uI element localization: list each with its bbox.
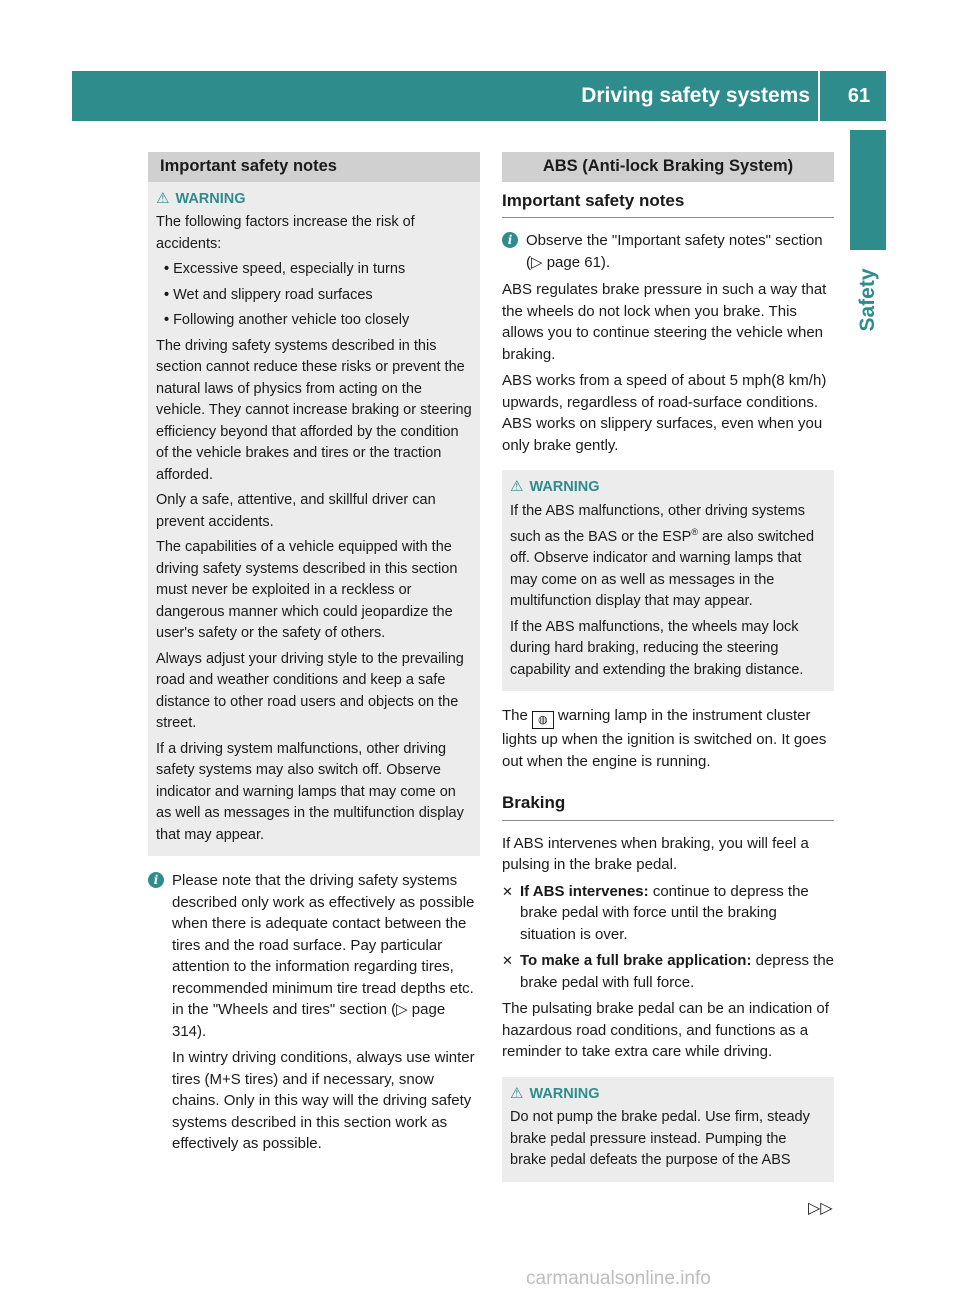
warning-label: WARNING <box>175 190 246 207</box>
warning-paragraph: If the ABS malfunctions, the wheels may lock during hard braking, reducing the steering capability and extending the braking distance. <box>510 618 804 678</box>
warning-paragraph: If the ABS malfunctions, other driving systems such as the BAS or the ESP® are also switched off. Observe indicator and warning lamps that may come on as well as messages in the multifunction display that may appear. <box>510 502 815 610</box>
warning-paragraph: Always adjust your driving style to the prevailing road and weather conditions and keep a safe distance to other road users and objects on the street. <box>156 650 464 731</box>
warning-title <box>156 188 472 211</box>
section-heading-abs: ABS (Anti-lock Braking System) <box>502 152 834 182</box>
abs-lamp-icon: ◍ <box>532 711 554 729</box>
body-paragraph: The pulsating brake pedal can be an indication of hazardous road conditions, and functions as a reminder to take extra care while driving. <box>502 1000 829 1061</box>
continued-arrow-icon: ▷▷ <box>808 1200 833 1217</box>
warning-box <box>502 1077 834 1182</box>
body-paragraph: If ABS intervenes when braking, you will feel a pulsing in the brake pedal. <box>502 834 809 874</box>
body-paragraph: ABS regulates brake pressure in such a way that the wheels do not lock when you brake. This allows you to continue steering the vehicle when braking. <box>502 281 827 363</box>
step-arrow-icon: ✕ <box>502 953 513 969</box>
right-column <box>502 152 834 1196</box>
warning-paragraph: The driving safety systems described in this section cannot reduce these risks or prevent the natural laws of physics from acting on the vehicle. They cannot increase braking or steering efficiency beyond that afforded by the condition of the vehicle brakes and tires or the traction afforded. <box>156 337 472 483</box>
bullet-icon: • <box>164 261 170 277</box>
warning-paragraph: Only a safe, attentive, and skillful driver can prevent accidents. <box>156 492 436 530</box>
page-header <box>72 71 886 121</box>
warning-paragraph: The capabilities of a vehicle equipped with the driving safety systems described in this section must never be exploited in a reckless or dangerous manner which could jeopardize the user's safety or the safety of others. <box>156 539 458 641</box>
info-note <box>148 870 480 1155</box>
section-heading-safety-notes: Important safety notes <box>148 152 480 182</box>
watermark: carmanualsonline.info <box>526 1268 711 1289</box>
body-paragraph: The ◍ warning lamp in the instrument cluster lights up when the ignition is switched on. It goes out when the engine is running. <box>502 707 827 770</box>
warning-paragraph: If a driving system malfunctions, other driving safety systems may also switch off. Observe indicator and warning lamps that may come on as well as messages in the multifunction display that may appear. <box>156 740 464 843</box>
warning-intro: The following factors increase the risk of accidents: <box>156 214 415 252</box>
info-paragraph: Please note that the driving safety systems described only work as effectively as possible when there is adequate contact between the tires and the road surface. Pay particular attention to the information regarding tires, recommended minimum tire tread depths etc. in the "Wheels and tires" section (▷ page 314). <box>172 872 475 1040</box>
section-tab-label <box>848 255 888 345</box>
warning-bullet: • Wet and slippery road surfaces <box>164 286 373 303</box>
info-note <box>502 230 834 273</box>
warning-label: WARNING <box>529 1085 600 1102</box>
warning-bullet: • Following another vehicle too closely <box>164 312 410 328</box>
warning-box <box>502 470 834 691</box>
warning-title <box>510 476 826 499</box>
page-number: 61 <box>847 85 871 107</box>
instruction-step: ✕ If ABS intervenes: continue to depress the brake pedal with force until the braking situation is over. <box>502 882 809 943</box>
info-paragraph: Observe the "Important safety notes" section (▷ page 61). <box>526 232 823 271</box>
section-tab <box>850 130 886 250</box>
warning-box <box>148 182 480 857</box>
warning-triangle-icon: ⚠ <box>156 189 170 207</box>
info-icon: i <box>148 872 164 888</box>
section-tab-text: Safety <box>856 268 879 332</box>
warning-title <box>510 1083 826 1106</box>
warning-triangle-icon: ⚠ <box>510 1084 524 1102</box>
step-arrow-icon: ✕ <box>502 883 513 899</box>
left-column <box>148 152 480 1161</box>
subheading-braking: Braking <box>502 784 834 821</box>
info-icon: i <box>502 232 518 248</box>
bullet-icon: • <box>164 286 170 303</box>
warning-triangle-icon: ⚠ <box>510 478 524 495</box>
warning-bullet: • Excessive speed, especially in turns <box>164 261 406 277</box>
warning-label: WARNING <box>529 479 600 495</box>
warning-paragraph: Do not pump the brake pedal. Use firm, steady brake pedal pressure instead. Pumping the brake pedal defeats the purpose of the ABS <box>510 1109 810 1169</box>
registered-mark: ® <box>691 527 698 537</box>
info-paragraph: In wintry driving conditions, always use winter tires (M+S tires) and if necessary, snow chains. Only in this way will the driving safety systems described in this section work as effectively as possible. <box>172 1049 475 1152</box>
instruction-step: ✕ To make a full brake application: depress the brake pedal with full force. <box>502 952 835 991</box>
bullet-icon: • <box>164 312 170 328</box>
body-paragraph: ABS works from a speed of about 5 mph(8 km/h) upwards, regardless of road-surface conditions. ABS works on slippery surfaces, even when you only brake gently. <box>502 372 827 454</box>
chapter-title: Driving safety systems <box>581 71 820 121</box>
subheading-safety-notes: Important safety notes <box>502 182 834 219</box>
